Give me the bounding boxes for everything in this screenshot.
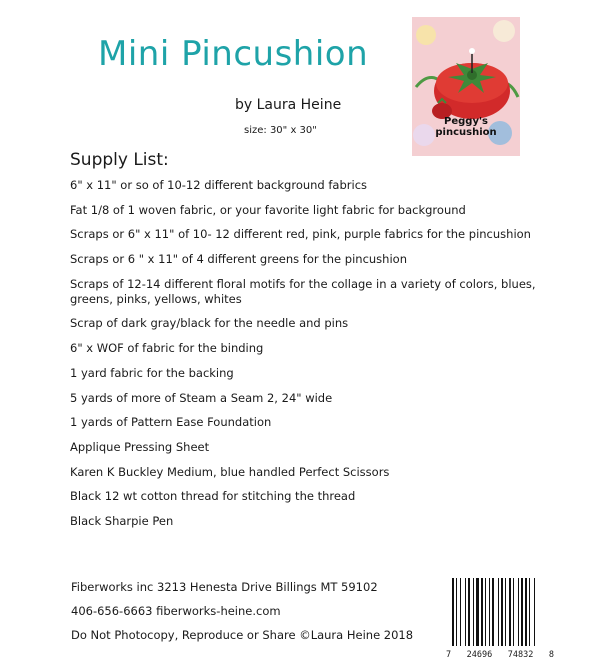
list-item: 1 yard fabric for the backing: [70, 365, 234, 380]
list-item: Fat 1/8 of 1 woven fabric, or your favorite light fabric for background: [70, 202, 466, 217]
list-item: Black Sharpie Pen: [70, 513, 174, 528]
list-item: Scraps or 6" x 11" of 10- 12 different red, pink, purple fabrics for the pincushion: [70, 227, 531, 242]
footer-contact: 406-656-6663 fiberworks-heine.com: [71, 604, 281, 618]
list-item: Scraps or 6 " x 11" of 4 different greens for the pincushion: [70, 252, 407, 267]
list-item: 1 yards of Pattern Ease Foundation: [70, 415, 272, 430]
list-item: Scraps of 12-14 different floral motifs for the collage in a variety of colors, blues, greens, pinks, yellows, whites: [70, 276, 536, 306]
list-item: Black 12 wt cotton thread for stitching the thread: [70, 489, 356, 504]
quilt-size: size: 30" x 30": [244, 125, 317, 136]
list-item: 5 yards of more of Steam a Seam 2, 24" wide: [70, 390, 333, 405]
barcode-digit-group-left: 24696: [466, 650, 493, 660]
barcode-digit-group-right: 74832: [507, 650, 534, 660]
supply-list-heading: Supply List:: [70, 150, 169, 170]
list-item: 6" x WOF of fabric for the binding: [70, 341, 264, 356]
author-byline: by Laura Heine: [235, 97, 342, 113]
barcode-digits: [446, 650, 554, 660]
pincushion-photo: [412, 17, 520, 156]
page-title: Mini Pincushion: [98, 34, 369, 74]
list-item: Applique Pressing Sheet: [70, 439, 210, 454]
list-item: Scrap of dark gray/black for the needle and pins: [70, 316, 349, 331]
barcode-digit-check: 8: [548, 650, 554, 660]
supply-list: [70, 178, 550, 539]
photo-caption: Peggy's pincushion: [435, 116, 497, 138]
barcode-digit-prefix: 7: [446, 650, 452, 660]
barcode-bars: [446, 578, 554, 648]
footer-address: Fiberworks inc 3213 Henesta Drive Billings MT 59102: [71, 580, 378, 594]
barcode: [446, 578, 554, 660]
list-item: Karen K Buckley Medium, blue handled Perfect Scissors: [70, 464, 390, 479]
list-item: 6" x 11" or so of 10-12 different background fabrics: [70, 178, 368, 192]
footer-copyright: Do Not Photocopy, Reproduce or Share ©Laura Heine 2018: [71, 628, 414, 642]
